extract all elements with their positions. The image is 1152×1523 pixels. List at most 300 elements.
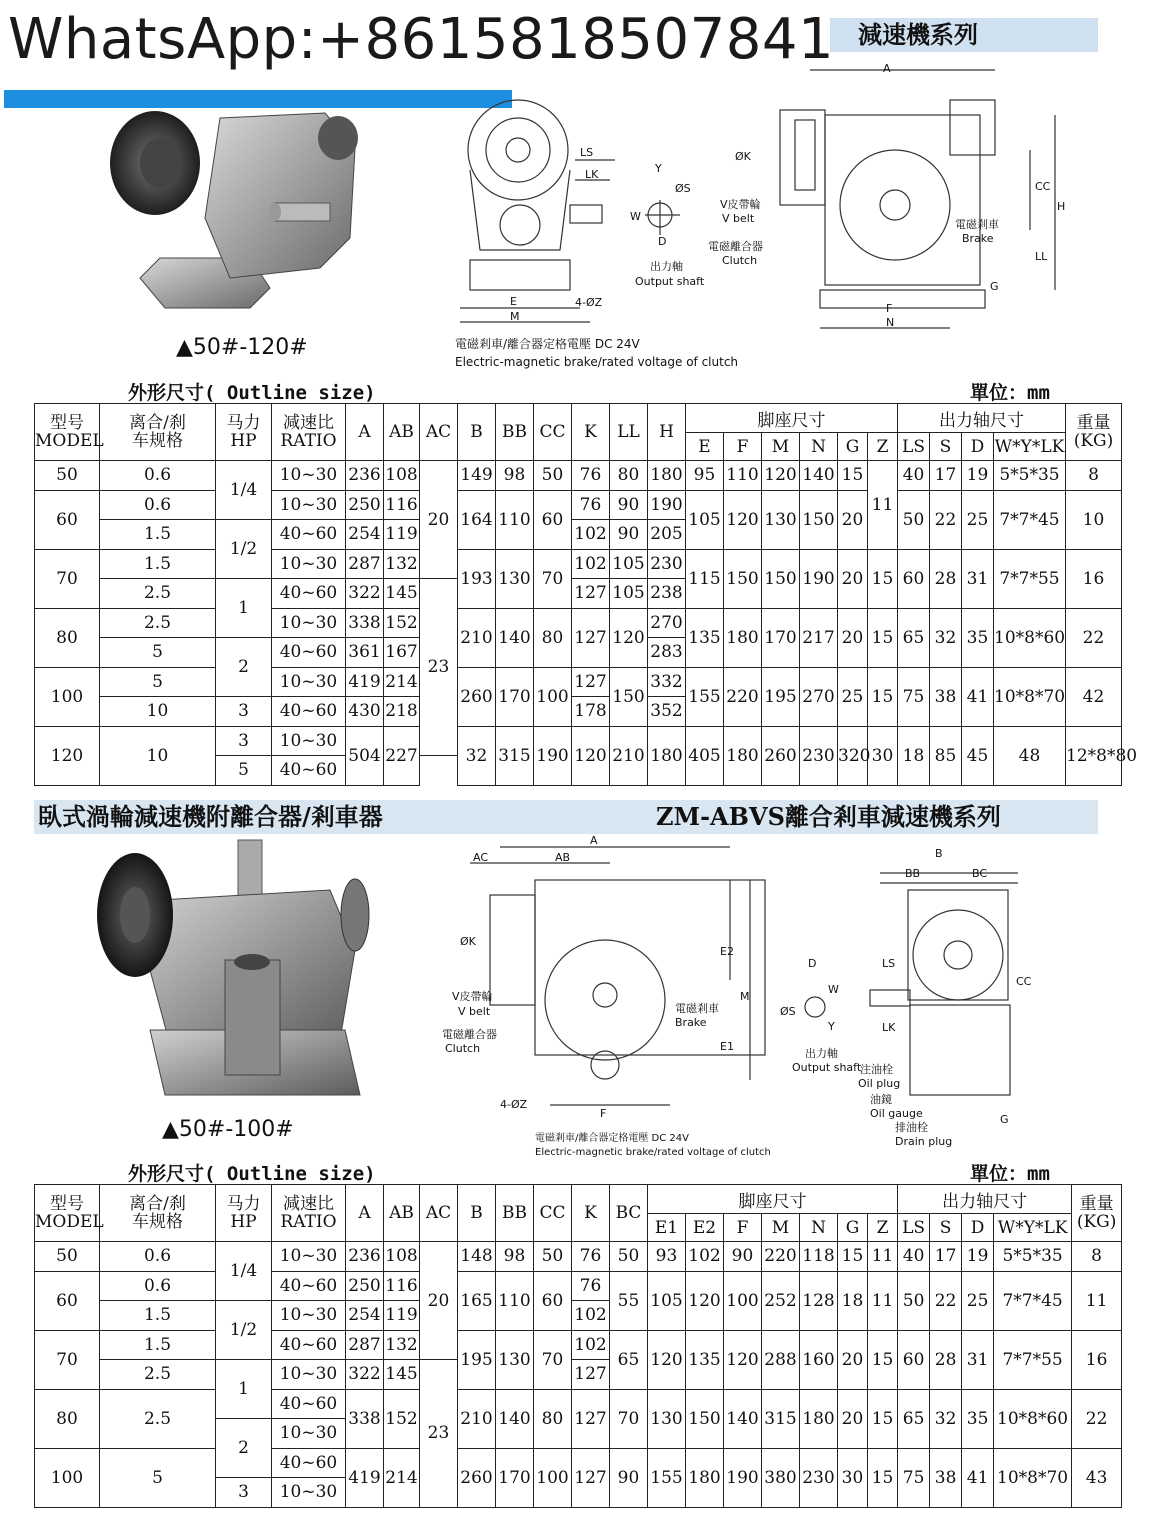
cell-a: 430 <box>346 697 384 727</box>
dim-e2-label: E2 <box>720 945 734 958</box>
cell-ratio: 10~30 <box>272 1242 346 1272</box>
oil-plug-cn-label: 注油栓 <box>860 1063 893 1076</box>
cell-a: 322 <box>346 579 384 609</box>
table-row <box>35 726 1122 756</box>
cell-cc: 60 <box>534 1271 572 1330</box>
cell-s: 28 <box>930 549 962 608</box>
th-n: N <box>800 1214 838 1242</box>
cell-a: 361 <box>346 638 384 668</box>
th-d: D <box>962 433 994 461</box>
blue-accent-bar <box>4 90 512 108</box>
cell-d: 31 <box>962 549 994 608</box>
cell-k: 102 <box>572 549 610 579</box>
cell-k: 178 <box>572 697 610 727</box>
cell-weight: 16 <box>1066 549 1122 608</box>
dim-a-label: A <box>883 62 891 75</box>
cell-ratio: 10~30 <box>272 608 346 638</box>
cell-h: 352 <box>648 697 686 727</box>
th-ab: AB <box>384 404 420 461</box>
th-k: K <box>572 1185 610 1242</box>
cell-h: 190 <box>648 490 686 520</box>
cell-ratio: 10~30 <box>272 1360 346 1390</box>
cell-ls: 40 <box>898 461 930 491</box>
dim-ls-label: LS <box>882 957 896 970</box>
cell-ratio: 10~30 <box>272 726 346 756</box>
cell-d: 25 <box>962 1271 994 1330</box>
cell-n: 128 <box>800 1271 838 1330</box>
cell-a: 419 <box>346 667 384 697</box>
cell-m: 288 <box>762 1330 800 1389</box>
cell-k: 76 <box>572 1242 610 1272</box>
th-clutch: 离合/刹 车规格 <box>100 1185 216 1242</box>
dim-g-label: G <box>1000 1113 1009 1126</box>
th-ll: LL <box>610 404 648 461</box>
cell-bb: 98 <box>496 461 534 491</box>
cell-h: 238 <box>648 579 686 609</box>
cell-ab: 145 <box>384 1360 420 1390</box>
cell-b: 148 <box>458 1242 496 1272</box>
cell-n: 118 <box>800 1242 838 1272</box>
cell-s: 22 <box>930 490 962 549</box>
cell-ratio: 10~30 <box>272 1301 346 1331</box>
cell-z: 15 <box>868 1330 898 1389</box>
cell-ab: 227 <box>384 726 420 785</box>
spec-table-1 <box>34 403 1138 786</box>
cell-z: 15 <box>868 1389 898 1448</box>
th-f: F <box>724 1214 762 1242</box>
cell-ac: 23 <box>420 1360 458 1508</box>
cell-wylk: 5*5*35 <box>994 1242 1072 1272</box>
cell-g: 18 <box>838 1271 868 1330</box>
cell-g: 15 <box>838 461 868 491</box>
cell-bb: 110 <box>496 490 534 549</box>
cell-a: 338 <box>346 1389 384 1448</box>
voltage-note-cn-2: 電磁剎車/離合器定格電壓 DC 24V <box>535 1133 689 1144</box>
model-caption-2: ▲50#-100# <box>162 1117 294 1142</box>
cell-hp: 3 <box>216 726 272 756</box>
th-n: N <box>800 433 838 461</box>
cell-h: 230 <box>648 549 686 579</box>
cell-n: 190 <box>800 549 838 608</box>
cell-hp: 1/2 <box>216 520 272 579</box>
cell-m: 230 <box>800 726 838 785</box>
dim-m-label: M <box>510 310 520 323</box>
th-m: M <box>762 433 800 461</box>
table-row <box>35 667 1122 697</box>
th-s: S <box>930 1214 962 1242</box>
th-model: 型号 MODEL <box>35 404 100 461</box>
cell-clutch: 1.5 <box>100 520 216 550</box>
cell-e2: 135 <box>686 1330 724 1389</box>
cell-g: 20 <box>838 549 868 608</box>
cell-s: 22 <box>930 1271 962 1330</box>
cell-ls: 65 <box>898 608 930 667</box>
cell-cc: 70 <box>534 549 572 608</box>
vbelt-en-label: V belt <box>722 212 755 225</box>
th-e2: E2 <box>686 1214 724 1242</box>
cell-weight: 22 <box>1066 608 1122 667</box>
cell-ab: 214 <box>384 1448 420 1507</box>
th-a: A <box>346 1185 384 1242</box>
cell-b: 260 <box>458 1448 496 1507</box>
th-hp: 马力 HP <box>216 404 272 461</box>
cell-clutch: 5 <box>100 667 216 697</box>
cell-f: 100 <box>724 1271 762 1330</box>
cell-d: 19 <box>962 461 994 491</box>
cell-bc: 70 <box>610 1389 648 1448</box>
cell-ls: 85 <box>930 726 962 785</box>
cell-ls: 60 <box>898 549 930 608</box>
th-bc: BC <box>610 1185 648 1242</box>
output-shaft-en-label: Output shaft <box>635 275 705 288</box>
dim-bc-label: BC <box>972 867 988 880</box>
dim-s-label: ØS <box>675 182 691 195</box>
th-k: K <box>572 404 610 461</box>
th-g: G <box>838 1214 868 1242</box>
cell-d: 41 <box>962 667 994 726</box>
table-row <box>35 608 1122 638</box>
cell-m: 170 <box>762 608 800 667</box>
cell-bc: 50 <box>610 1242 648 1272</box>
cell-d: 25 <box>962 490 994 549</box>
cell-ll: 90 <box>610 520 648 550</box>
voltage-note-en: Electric-magnetic brake/rated voltage of clutch <box>455 355 739 369</box>
cell-b: 149 <box>458 461 496 491</box>
cell-g: 20 <box>838 608 868 667</box>
cell-d: 41 <box>962 1448 994 1507</box>
cell-a: 419 <box>346 1448 384 1507</box>
cell-a: 322 <box>346 1360 384 1390</box>
drain-plug-en-label: Drain plug <box>895 1135 953 1148</box>
cell-f: 260 <box>762 726 800 785</box>
cell-a: 254 <box>346 520 384 550</box>
oil-gauge-en-label: Oil gauge <box>870 1107 923 1120</box>
whatsapp-watermark: WhatsApp:+8615818507841 <box>0 0 830 80</box>
cell-weight: 22 <box>1072 1389 1122 1448</box>
clutch-cn-label: 電磁離合器 <box>708 240 763 253</box>
unit-label-1: 單位：mm <box>970 382 1050 404</box>
th-m: M <box>762 1214 800 1242</box>
cell-clutch: 2.5 <box>100 1389 216 1448</box>
cell-clutch: 5 <box>100 638 216 668</box>
output-shaft-en-label: Output shaft <box>792 1061 862 1074</box>
cell-clutch: 1.5 <box>100 549 216 579</box>
cell-ll: 150 <box>610 667 648 726</box>
cell-d: 35 <box>962 608 994 667</box>
brake-en-label: Brake <box>962 232 994 245</box>
th-z: Z <box>868 1214 898 1242</box>
cell-h: 283 <box>648 638 686 668</box>
cell-ratio: 10~30 <box>272 461 346 491</box>
cell-f: 120 <box>724 490 762 549</box>
cell-ratio: 10~30 <box>272 667 346 697</box>
cell-bc: 90 <box>610 1448 648 1507</box>
voltage-note-cn: 電磁剎車/離合器定格電壓 DC 24V <box>455 337 640 351</box>
cell-model: 100 <box>35 1448 100 1507</box>
th-bb: BB <box>496 1185 534 1242</box>
cell-n: 140 <box>800 461 838 491</box>
cell-ratio: 10~30 <box>272 1419 346 1449</box>
cell-b: 195 <box>458 1330 496 1389</box>
cell-clutch: 0.6 <box>100 461 216 491</box>
cell-ll: 120 <box>610 608 648 667</box>
cell-ab: 152 <box>384 608 420 638</box>
cell-weight: 11 <box>1072 1271 1122 1330</box>
cell-b: 210 <box>458 608 496 667</box>
dim-z-label: 4-ØZ <box>500 1098 528 1111</box>
cell-ratio: 40~60 <box>272 1330 346 1360</box>
cell-cc: 100 <box>534 667 572 726</box>
cell-f: 150 <box>724 549 762 608</box>
cell-z: 11 <box>868 1242 898 1272</box>
dim-w-label: W <box>828 983 839 996</box>
cell-h: 180 <box>648 461 686 491</box>
cell-e: 115 <box>686 549 724 608</box>
dim-e-label: E <box>510 295 517 308</box>
cell-k: 127 <box>572 1389 610 1448</box>
cell-ratio: 40~60 <box>272 1389 346 1419</box>
th-model: 型号 MODEL <box>35 1185 100 1242</box>
cell-hp: 1 <box>216 579 272 638</box>
cell-h: 332 <box>648 667 686 697</box>
oil-plug-en-label: Oil plug <box>858 1077 901 1090</box>
cell-k: 102 <box>572 520 610 550</box>
th-hp: 马力 HP <box>216 1185 272 1242</box>
cell-ab: 167 <box>384 638 420 668</box>
cell-clutch: 5 <box>100 1448 216 1507</box>
cell-g: 15 <box>838 1242 868 1272</box>
cell-weight: 10 <box>1066 490 1122 549</box>
cell-f: 110 <box>724 461 762 491</box>
cell-k: 127 <box>572 579 610 609</box>
cell-ls: 40 <box>898 1242 930 1272</box>
cell-wylk: 7*7*55 <box>994 1330 1072 1389</box>
cell-bb: 140 <box>496 1389 534 1448</box>
cell-ls: 75 <box>898 667 930 726</box>
cell-ab: 132 <box>384 1330 420 1360</box>
th-cc: CC <box>534 1185 572 1242</box>
cell-clutch: 10 <box>100 697 216 727</box>
outline-diagram-2 <box>440 835 1090 1160</box>
cell-a: 338 <box>346 608 384 638</box>
dim-m-label: M <box>740 990 750 1003</box>
cell-ratio: 40~60 <box>272 697 346 727</box>
cell-weight: 42 <box>1066 667 1122 726</box>
brake-cn-label: 電磁剎車 <box>675 1002 719 1015</box>
cell-b: 193 <box>458 549 496 608</box>
th-s: S <box>930 433 962 461</box>
cell-ab: 132 <box>384 549 420 579</box>
cell-ll: 90 <box>610 490 648 520</box>
cell-m: 252 <box>762 1271 800 1330</box>
cell-d: 35 <box>962 1389 994 1448</box>
cell-k: 76 <box>572 461 610 491</box>
cell-model: 80 <box>35 608 100 667</box>
cell-wylk: 7*7*45 <box>994 1271 1072 1330</box>
cell-ls: 75 <box>898 1448 930 1507</box>
cell-k: 102 <box>572 1301 610 1331</box>
th-ratio: 减速比 RATIO <box>272 404 346 461</box>
cell-b: 260 <box>458 667 496 726</box>
th-z: Z <box>868 433 898 461</box>
cell-wylk: 7*7*45 <box>994 490 1066 549</box>
cell-e: 105 <box>686 490 724 549</box>
cell-n: 230 <box>800 1448 838 1507</box>
cell-ls: 50 <box>898 490 930 549</box>
cell-d: 48 <box>994 726 1066 785</box>
cell-weight: 16 <box>1072 1330 1122 1389</box>
cell-hp: 1 <box>216 1360 272 1419</box>
th-ls: LS <box>898 433 930 461</box>
cell-a: 250 <box>346 1271 384 1301</box>
cell-n: 217 <box>800 608 838 667</box>
dim-y-label: Y <box>828 1020 835 1033</box>
cell-k: 127 <box>572 1448 610 1507</box>
outline-diagram-1 <box>450 60 1070 380</box>
cell-hp: 1/4 <box>216 461 272 520</box>
dim-lk-label: LK <box>585 168 599 181</box>
cell-ls: 65 <box>898 1389 930 1448</box>
cell-ll: 105 <box>610 549 648 579</box>
cell-clutch: 2.5 <box>100 579 216 609</box>
cell-model: 60 <box>35 490 100 549</box>
cell-cc: 80 <box>534 1389 572 1448</box>
vbelt-cn-label: V皮帶輪 <box>720 198 761 211</box>
th-shaft: 出力轴尺寸 <box>898 404 1066 433</box>
dim-ls-label: LS <box>580 146 594 159</box>
cell-m: 120 <box>762 461 800 491</box>
dim-e1-label: E1 <box>720 1040 734 1053</box>
cell-cc: 80 <box>534 608 572 667</box>
cell-ab: 108 <box>384 461 420 491</box>
cell-a: 287 <box>346 1330 384 1360</box>
series-title-banner <box>830 18 1098 52</box>
cell-hp: 1/2 <box>216 1301 272 1360</box>
th-h: H <box>648 404 686 461</box>
cell-a: 236 <box>346 1242 384 1272</box>
dim-f-label: F <box>600 1107 607 1120</box>
table-row <box>35 1448 1122 1478</box>
cell-s: 17 <box>930 461 962 491</box>
cell-b: 165 <box>458 1271 496 1330</box>
unit-label-2: 單位：mm <box>970 1163 1050 1185</box>
cell-cc: 70 <box>534 1330 572 1389</box>
cell-clutch: 10 <box>100 726 216 785</box>
gearbox-photo-1 <box>100 108 380 328</box>
cell-ratio: 40~60 <box>272 520 346 550</box>
dim-z-label: 4-ØZ <box>575 296 603 309</box>
oil-gauge-cn-label: 油鏡 <box>870 1093 892 1106</box>
cell-e1: 93 <box>648 1242 686 1272</box>
cell-ll: 80 <box>610 461 648 491</box>
cell-ab: 119 <box>384 1301 420 1331</box>
cell-m: 130 <box>762 490 800 549</box>
cell-k: 102 <box>572 1330 610 1360</box>
dim-d-label: D <box>808 957 817 970</box>
cell-ab: 214 <box>384 667 420 697</box>
cell-ab: 116 <box>384 490 420 520</box>
cell-a: 504 <box>346 726 384 785</box>
cell-k: 127 <box>572 1360 610 1390</box>
cell-m: 195 <box>762 667 800 726</box>
cell-clutch: 2.5 <box>100 608 216 638</box>
th-bb: BB <box>496 404 534 461</box>
cell-m: 315 <box>762 1389 800 1448</box>
cell-ls: 60 <box>898 1330 930 1389</box>
cell-clutch: 0.6 <box>100 1242 216 1272</box>
cell-hp: 1/4 <box>216 1242 272 1301</box>
dim-bb-label: BB <box>905 867 921 880</box>
cell-ab: 116 <box>384 1271 420 1301</box>
cell-model: 60 <box>35 1271 100 1330</box>
cell-ab: 108 <box>384 1242 420 1272</box>
cell-a: 287 <box>346 549 384 579</box>
dim-k-label: ØK <box>735 150 751 163</box>
clutch-en-label: Clutch <box>722 254 758 267</box>
cell-cc: 60 <box>534 490 572 549</box>
model-caption-1: ▲50#-120# <box>176 335 308 360</box>
cell-model: 70 <box>35 1330 100 1389</box>
cell-bc: 65 <box>610 1330 648 1389</box>
dim-y-label: Y <box>655 162 662 175</box>
cell-z: 15 <box>868 608 898 667</box>
cell-e2: 180 <box>686 1448 724 1507</box>
cell-f: 180 <box>724 608 762 667</box>
dim-w-label: W <box>630 210 641 223</box>
th-b: B <box>458 1185 496 1242</box>
clutch-en-label: Clutch <box>445 1042 481 1055</box>
dim-lk-label: LK <box>882 1021 896 1034</box>
cell-model: 120 <box>35 726 100 785</box>
cell-hp: 5 <box>216 756 272 786</box>
cell-n: 320 <box>838 726 868 785</box>
cell-ab: 218 <box>384 697 420 727</box>
th-ratio: 减速比 RATIO <box>272 1185 346 1242</box>
cell-clutch: 1.5 <box>100 1330 216 1360</box>
cell-ac: 23 <box>420 579 458 756</box>
cell-wylk: 5*5*35 <box>994 461 1066 491</box>
cell-g: 20 <box>838 1330 868 1389</box>
cell-e: 95 <box>686 461 724 491</box>
cell-bb: 110 <box>496 1271 534 1330</box>
cell-wylk: 12*8*80 <box>1066 726 1122 785</box>
cell-m: 380 <box>762 1448 800 1507</box>
cell-ratio: 10~30 <box>272 1478 346 1508</box>
cell-wylk: 10*8*70 <box>994 667 1066 726</box>
outline-size-label-2: 外形尺寸( Outline size) <box>128 1163 376 1185</box>
th-g: G <box>838 433 868 461</box>
dim-cc-label: CC <box>1035 180 1051 193</box>
cell-g: 20 <box>838 1389 868 1448</box>
dim-a-label: A <box>590 834 598 847</box>
th-shaft: 出力轴尺寸 <box>898 1185 1072 1214</box>
cell-cc: 120 <box>572 726 610 785</box>
cell-m: 150 <box>762 549 800 608</box>
clutch-cn-label: 電磁離合器 <box>442 1028 497 1041</box>
cell-cc: 50 <box>534 461 572 491</box>
cell-g: 20 <box>838 490 868 549</box>
cell-e1: 130 <box>648 1389 686 1448</box>
cell-bb: 130 <box>496 1330 534 1389</box>
cell-h: 205 <box>648 520 686 550</box>
cell-k: 210 <box>610 726 648 785</box>
cell-g: 25 <box>838 667 868 726</box>
series2-title-right: ZM-ABVS離合剎車減速機系列 <box>656 802 1001 831</box>
cell-b: 210 <box>458 1389 496 1448</box>
output-shaft-cn-label: 出力軸 <box>805 1047 838 1060</box>
dim-k-label: ØK <box>460 935 476 948</box>
table-row <box>35 461 1122 491</box>
